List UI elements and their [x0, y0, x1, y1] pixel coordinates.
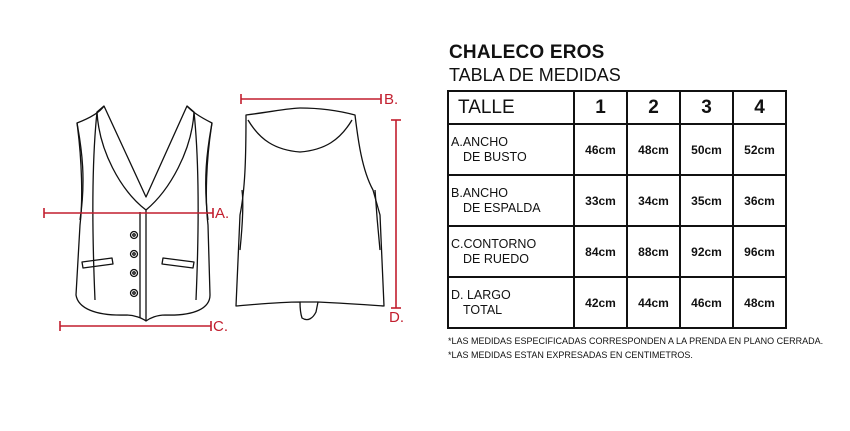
vest-back-view — [236, 108, 384, 320]
table-cell: 44cm — [627, 277, 680, 328]
table-cell: 33cm — [574, 175, 627, 226]
table-cell: 46cm — [680, 277, 733, 328]
table-cell: 84cm — [574, 226, 627, 277]
footnotes — [448, 334, 823, 362]
front-buttons — [131, 232, 138, 297]
row-prefix: A. — [451, 134, 463, 149]
row-label — [448, 226, 574, 277]
right-pocket — [162, 258, 194, 268]
table-cell: 42cm — [574, 277, 627, 328]
footnote: *LAS MEDIDAS ESTAN EXPRESADAS EN CENTIMETROS. — [448, 350, 693, 360]
measure-label-a: A. — [215, 205, 230, 222]
table-row-ancho-busto — [448, 124, 786, 175]
measure-label-c: C. — [213, 318, 228, 335]
measure-d-line — [391, 120, 401, 308]
product-title: CHALECO EROS — [449, 42, 605, 63]
row-label-line2: DE BUSTO — [463, 149, 527, 164]
table-cell: 48cm — [733, 277, 786, 328]
row-label — [448, 124, 574, 175]
talle-header: TALLE — [448, 91, 574, 124]
measure-c-line — [60, 321, 211, 331]
size-header-3: 3 — [680, 91, 733, 124]
row-label-line2: DE RUEDO — [463, 251, 529, 266]
table-cell: 35cm — [680, 175, 733, 226]
row-prefix: D. — [451, 287, 464, 302]
size-header-4: 4 — [733, 91, 786, 124]
measure-b-line — [241, 94, 381, 104]
table-row-largo-total — [448, 277, 786, 328]
left-pocket — [82, 258, 113, 268]
table-cell: 46cm — [574, 124, 627, 175]
table-cell: 52cm — [733, 124, 786, 175]
row-prefix: B. — [451, 185, 463, 200]
row-label-line1: ANCHO — [462, 185, 508, 200]
size-header-1: 1 — [574, 91, 627, 124]
measure-a-line — [44, 208, 213, 218]
footnote: *LAS MEDIDAS ESPECIFICADAS CORRESPONDEN A LA PRENDA EN PLANO CERRADA. — [448, 336, 824, 346]
measure-label-d: D. — [389, 309, 404, 326]
table-cell: 34cm — [627, 175, 680, 226]
table-cell: 96cm — [733, 226, 786, 277]
table-cell: 50cm — [680, 124, 733, 175]
row-label-line1: CONTORNO — [463, 236, 537, 251]
table-cell: 92cm — [680, 226, 733, 277]
row-label-line1: ANCHO — [462, 134, 508, 149]
size-table-header — [448, 91, 786, 124]
measure-label-b: B. — [384, 91, 399, 108]
table-cell: 88cm — [627, 226, 680, 277]
table-cell: 48cm — [627, 124, 680, 175]
row-label-line1: LARGO — [466, 287, 511, 302]
table-row-ancho-espalda — [448, 175, 786, 226]
row-prefix: C. — [451, 236, 464, 251]
size-header-2: 2 — [627, 91, 680, 124]
row-label-line2: DE ESPALDA — [463, 200, 541, 215]
table-cell: 36cm — [733, 175, 786, 226]
table-title: TABLA DE MEDIDAS — [449, 65, 621, 85]
row-label — [448, 175, 574, 226]
table-row-contorno-ruedo — [448, 226, 786, 277]
row-label-line2: TOTAL — [463, 302, 503, 317]
size-table — [447, 90, 787, 329]
row-label — [448, 277, 574, 328]
